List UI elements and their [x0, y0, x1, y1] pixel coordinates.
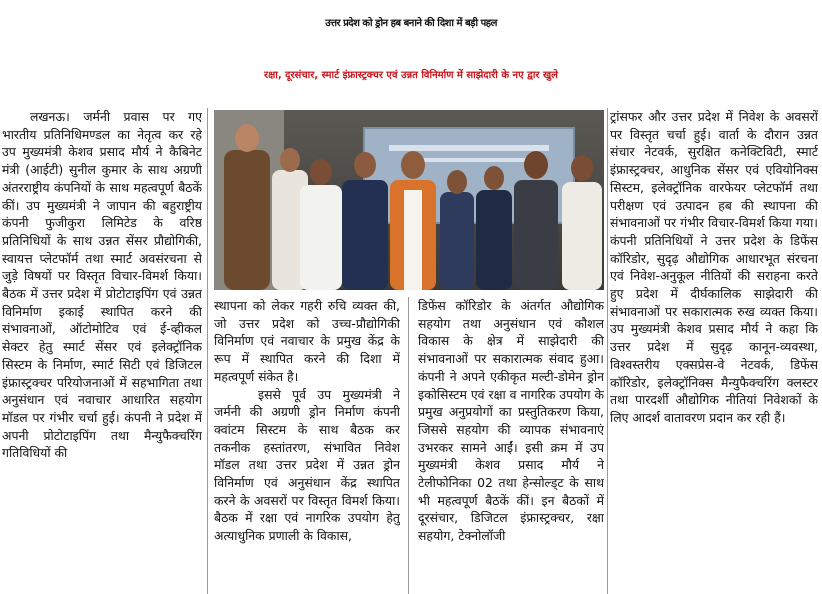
subheadline: रक्षा, दूरसंचार, स्मार्ट इंफ्रास्ट्रक्चर एवं उन्नत विनिर्माण में साझेदारी के नए द्वार खुले: [264, 70, 558, 81]
article-column-4: [610, 108, 818, 594]
article-paragraph: इससे पूर्व उप मुख्यमंत्री ने जर्मनी की अग्रणी ड्रोन निर्माण कंपनी क्वांटम सिस्टम के साथ बैठक कर तकनीक हस्तांतरण, संभावित निवेश मॉडल तथा उत्तर प्रदेश में उन्नत ड्रोन विनिर्माण एवं अनुसंधान केंद्र स्थापित करने के अवसरों पर विस्तृत विमर्श किया। बैठक में रक्षा एवं नागरिक उपयोग हेतु अत्याधुनिक प्रणाली के विकास,: [214, 386, 400, 544]
article-paragraph: लखनऊ। जर्मनी प्रवास पर गए भारतीय प्रतिनिधिमण्डल का नेतृत्व कर रहे उप मुख्यमंत्री केशव प्रसाद मौर्य ने कैबिनेट मंत्री (आईटी) सुनील कुमार के साथ अग्रणी अंतरराष्ट्रीय कंपनियों के साथ महत्वपूर्ण बैठकें कीं। उप मुख्यमंत्री ने जापान की बहुराष्ट्रीय कंपनी फुजीकुरा लिमिटेड के वरिष्ठ प्रतिनिधियों के साथ उन्नत सेंसर प्रौद्योगिकी, स्वायत्त प्लेटफॉर्म तथा स्मार्ट अवसंरचना से जुड़े विषयों पर विस्तृत विचार-विमर्श किया। बैठक में उत्तर प्रदेश में प्रोटोटाइपिंग एवं उन्नत विनिर्माण इकाई स्थापित करने की संभावनाओं, ऑटोमोटिव एवं ई-व्हीकल सेक्टर हेतु स्मार्ट सेंसर एवं इलेक्ट्रॉनिक सिस्टम के निर्माण, स्मार्ट सिटी एवं डिजिटल इंफ्रास्ट्रक्चर परियोजनाओं में सहभागिता तथा अनुसंधान एवं नवाचार आधारित सहयोग मॉडल पर गंभीर चर्चा हुई। कंपनी ने प्रदेश में अपनी प्रोटोटाइपिंग तथा मैन्युफैक्चरिंग गतिविधियों की: [2, 109, 202, 461]
article-paragraph: ट्रांसफर और उत्तर प्रदेश में निवेश के अवसरों पर विस्तृत चर्चा हुई। वार्ता के दौरान उन्नत संचार नेटवर्क, सुरक्षित कनेक्टिविटी, स्मार्ट इंफ्रास्ट्रक्चर, आधुनिक सेंसर एवं एवियोनिक्स सिस्टम, इलेक्ट्रॉनिक वारफेयर प्लेटफॉर्म तथा परीक्षण एवं उत्पादन हब की स्थापना की संभावनाओं पर गंभीर विचार-विमर्श किया गया। कंपनी प्रतिनिधियों ने उत्तर प्रदेश के डिफेंस कॉरिडोर, सुदृढ़ औद्योगिक आधारभूत संरचना एवं निवेश-अनुकूल नीतियों की सराहना करते हुए प्रदेश में दीर्घकालिक साझेदारी की संभावनाओं पर सकारात्मक रुख व्यक्त किया। उप मुख्यमंत्री केशव प्रसाद मौर्य ने कहा कि उत्तर प्रदेश में सुदृढ़ कानून-व्यवस्था, विश्वस्तरीय एक्सप्रेस-वे नेटवर्क, डिफेंस कॉरिडोर, इलेक्ट्रॉनिक्स मैन्युफैक्चरिंग क्लस्टर तथा पारदर्शी औद्योगिक नीतियां निवेशकों के लिए आदर्श वातावरण प्रदान कर रही हैं।: [610, 109, 818, 425]
article-column-3: [418, 297, 604, 594]
column-divider: [607, 108, 608, 594]
article-column-1: [2, 108, 202, 594]
group-photo: [214, 110, 604, 290]
article-column-2: [214, 297, 400, 594]
article-paragraph: स्थापना को लेकर गहरी रुचि व्यक्त की, जो उत्तर प्रदेश को उच्च-प्रौद्योगिकी विनिर्माण एवं नवाचार के प्रमुख केंद्र के रूप में स्थापित करने की दिशा में महत्वपूर्ण संकेत है।: [214, 298, 400, 384]
headline: उत्तर प्रदेश को ड्रोन हब बनाने की दिशा में बड़ी पहल: [325, 18, 497, 29]
column-divider: [408, 297, 409, 594]
column-divider: [207, 108, 208, 594]
article-paragraph: डिफेंस कॉरिडोर के अंतर्गत औद्योगिक सहयोग तथा अनुसंधान एवं कौशल विकास के क्षेत्र में साझेदारी की संभावनाओं पर सकारात्मक संवाद हुआ। कंपनी ने अपने एकीकृत मल्टी-डोमेन ड्रोन इकोसिस्टम एवं रक्षा व नागरिक उपयोग के प्रमुख अनुप्रयोगों का प्रस्तुतिकरण किया, जिससे सहयोग की व्यापक संभावनाएं उभरकर सामने आईं। इसी क्रम में उप मुख्यमंत्री केशव प्रसाद मौर्य ने टेलीफोनिका 02 तथा हेन्सोल्ड्ट के साथ भी महत्वपूर्ण बैठकें कीं। इन बैठकों में दूरसंचार, डिजिटल इंफ्रास्ट्रक्चर, रक्षा सहयोग, टेक्नोलॉजी: [418, 298, 604, 544]
